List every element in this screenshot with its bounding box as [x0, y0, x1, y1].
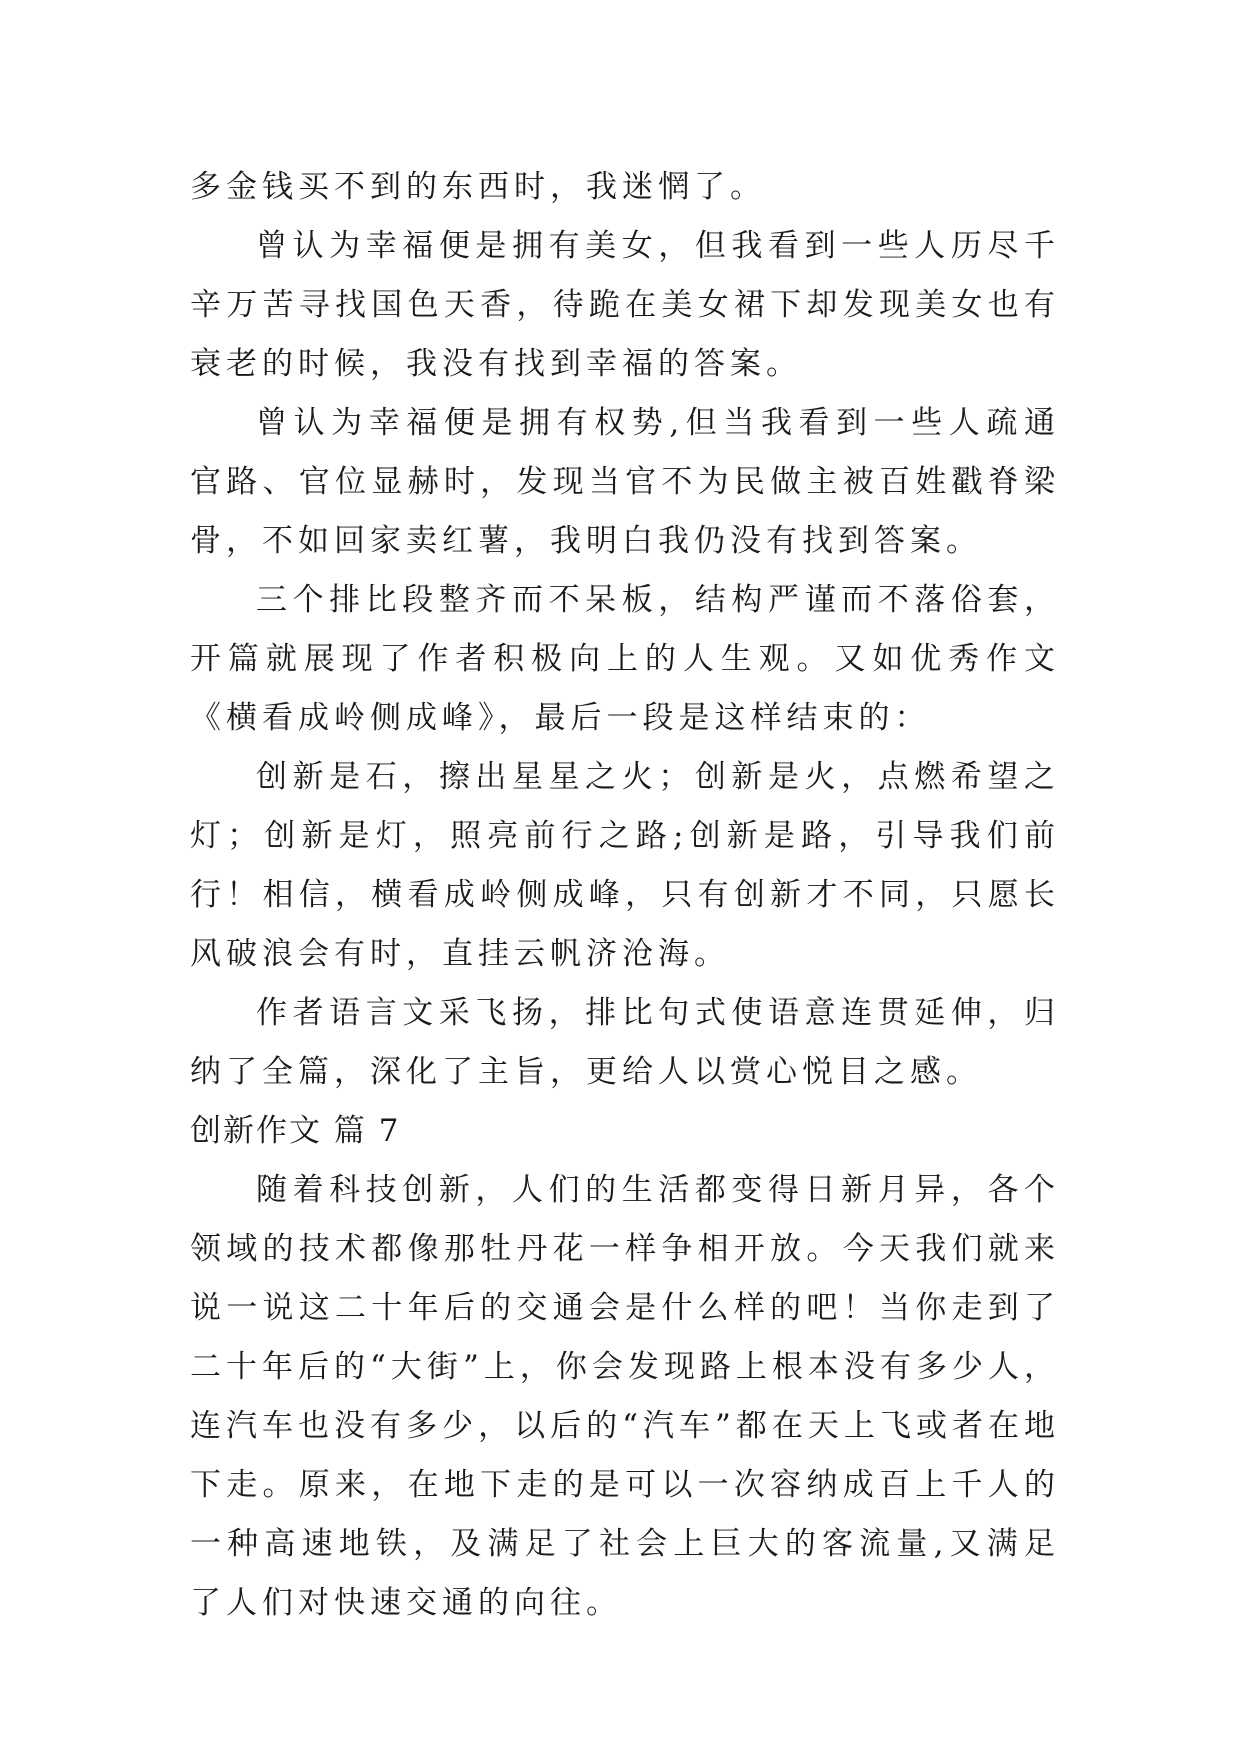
document-body — [190, 158, 1060, 1633]
paragraph-6: 作者语言文采飞扬，排比句式使语意连贯延伸，归纳了全篇，深化了主旨，更给人以赏心悦目之感。 — [190, 995, 1060, 1090]
section-heading: 创新作文 篇 7 — [190, 1113, 401, 1149]
section-paragraph-1: 随着科技创新，人们的生活都变得日新月异，各个领域的技术都像那牡丹花一样争相开放。今天我们就来说一说这二十年后的交通会是什么样的吧！当你走到了二十年后的“大街”上，你会发现路上根本没有多少人，连汽车也没有多少，以后的“汽车”都在天上飞或者在地下走。原来，在地下走的是可以一次容纳成百上千人的一种高速地铁，及满足了社会上巨大的客流量,又满足了人们对快速交通的向往。 — [190, 1172, 1060, 1621]
paragraph-5-quote: 创新是石，擦出星星之火；创新是火，点燃希望之灯；创新是灯，照亮前行之路;创新是路，引导我们前行！相信，横看成岭侧成峰，只有创新才不同，只愿长风破浪会有时，直挂云帆济沧海。 — [190, 759, 1060, 972]
paragraph-2: 曾认为幸福便是拥有美女，但我看到一些人历尽千辛万苦寻找国色天香，待跪在美女裙下却发现美女也有衰老的时候，我没有找到幸福的答案。 — [190, 228, 1060, 382]
paragraph-4: 三个排比段整齐而不呆板，结构严谨而不落俗套，开篇就展现了作者积极向上的人生观。又如优秀作文《横看成岭侧成峰》，最后一段是这样结束的： — [190, 582, 1060, 736]
paragraph-3: 曾认为幸福便是拥有权势,但当我看到一些人疏通官路、官位显赫时，发现当官不为民做主被百姓戳脊梁骨，不如回家卖红薯，我明白我仍没有找到答案。 — [190, 405, 1060, 559]
paragraph-1: 多金钱买不到的东西时，我迷惘了。 — [190, 169, 766, 205]
